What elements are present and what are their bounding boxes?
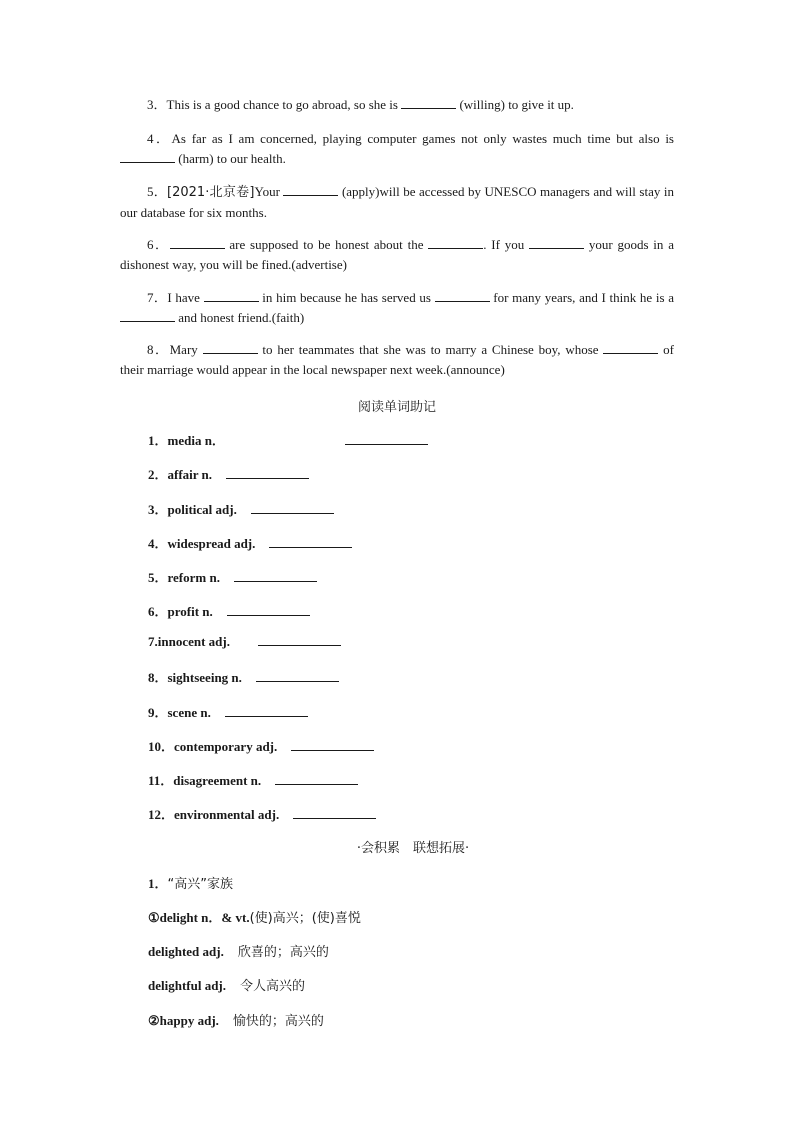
- exercise-number: 3．: [147, 97, 167, 112]
- exercise-number: 8．: [147, 342, 170, 357]
- word-family-entry: delightful adj. 令人高兴的: [148, 978, 306, 994]
- answer-blank[interactable]: [401, 96, 456, 109]
- exercise-number: 6．: [147, 237, 170, 252]
- word-family-entry: ①delight n．& vt.(使)高兴；(使)喜悦: [148, 910, 361, 926]
- answer-line[interactable]: [226, 467, 309, 479]
- exercise-6: 6． are supposed to be honest about the . If you your goods in a dishonest way, you will be fined.(advertise): [120, 237, 674, 272]
- exercise-7: 7．I have in him because he has served us for many years, and I think he is a and honest friend.(faith): [120, 288, 674, 328]
- answer-blank[interactable]: [170, 236, 225, 249]
- answer-line[interactable]: [291, 739, 374, 751]
- vocab-item: 11．disagreement n.: [148, 770, 358, 789]
- answer-blank[interactable]: [435, 289, 490, 302]
- answer-line[interactable]: [251, 502, 334, 514]
- answer-line[interactable]: [269, 536, 352, 548]
- vocab-item: 2．affair n.: [148, 464, 309, 483]
- exercise-8: 8．Mary to her teammates that she was to marry a Chinese boy, whose of their marriage would appear in the local newspaper next week.(announce): [120, 342, 674, 377]
- vocab-item: 1．media n．: [148, 430, 428, 449]
- vocab-item: 8．sightseeing n.: [148, 667, 339, 686]
- word-family-entry: ②happy adj. 愉快的；高兴的: [148, 1013, 324, 1029]
- answer-line[interactable]: [275, 773, 358, 785]
- answer-blank[interactable]: [603, 341, 658, 354]
- vocab-item: 4．widespread adj.: [148, 533, 352, 552]
- vocab-item: 7.innocent adj.: [148, 634, 341, 650]
- answer-blank[interactable]: [204, 289, 259, 302]
- answer-blank[interactable]: [120, 150, 175, 163]
- exercise-3: 3．This is a good chance to go abroad, so she is (willing) to give it up.: [147, 97, 574, 112]
- exercise-number: 4．: [147, 131, 172, 146]
- word-family-title: 1．“高兴”家族: [148, 876, 233, 892]
- answer-line[interactable]: [258, 634, 341, 646]
- vocab-item: 9．scene n.: [148, 702, 308, 721]
- exercise-4: 4．As far as I am concerned, playing computer games not only wastes much time but also is (harm) to our health.: [120, 129, 674, 169]
- answer-line[interactable]: [293, 807, 376, 819]
- answer-line[interactable]: [345, 433, 428, 445]
- answer-line[interactable]: [225, 705, 308, 717]
- answer-blank[interactable]: [283, 183, 338, 196]
- answer-line[interactable]: [234, 570, 317, 582]
- vocab-item: 10．contemporary adj.: [148, 736, 374, 755]
- vocab-item: 5．reform n.: [148, 567, 317, 586]
- answer-blank[interactable]: [120, 309, 175, 322]
- vocab-item: 3．political adj.: [148, 499, 334, 518]
- source-tag: [2021·北京卷]: [167, 185, 255, 200]
- word-family-entry: delighted adj. 欣喜的；高兴的: [148, 944, 329, 960]
- exercise-number: 7．: [147, 290, 168, 305]
- answer-blank[interactable]: [203, 341, 258, 354]
- answer-blank[interactable]: [529, 236, 584, 249]
- exercise-number: 5．: [147, 184, 168, 199]
- exercise-5: 5．[2021·北京卷]Your (apply)will be accessed by UNESCO managers and will stay in our database for six months.: [120, 184, 674, 220]
- vocab-item: 6．profit n.: [148, 601, 310, 620]
- answer-line[interactable]: [227, 604, 310, 616]
- answer-blank[interactable]: [428, 236, 483, 249]
- vocab-item: 12．environmental adj.: [148, 804, 376, 823]
- reading-vocab-heading: 阅读单词助记: [357, 400, 436, 415]
- extension-heading: ·会积累 联想拓展·: [356, 841, 470, 856]
- answer-line[interactable]: [256, 670, 339, 682]
